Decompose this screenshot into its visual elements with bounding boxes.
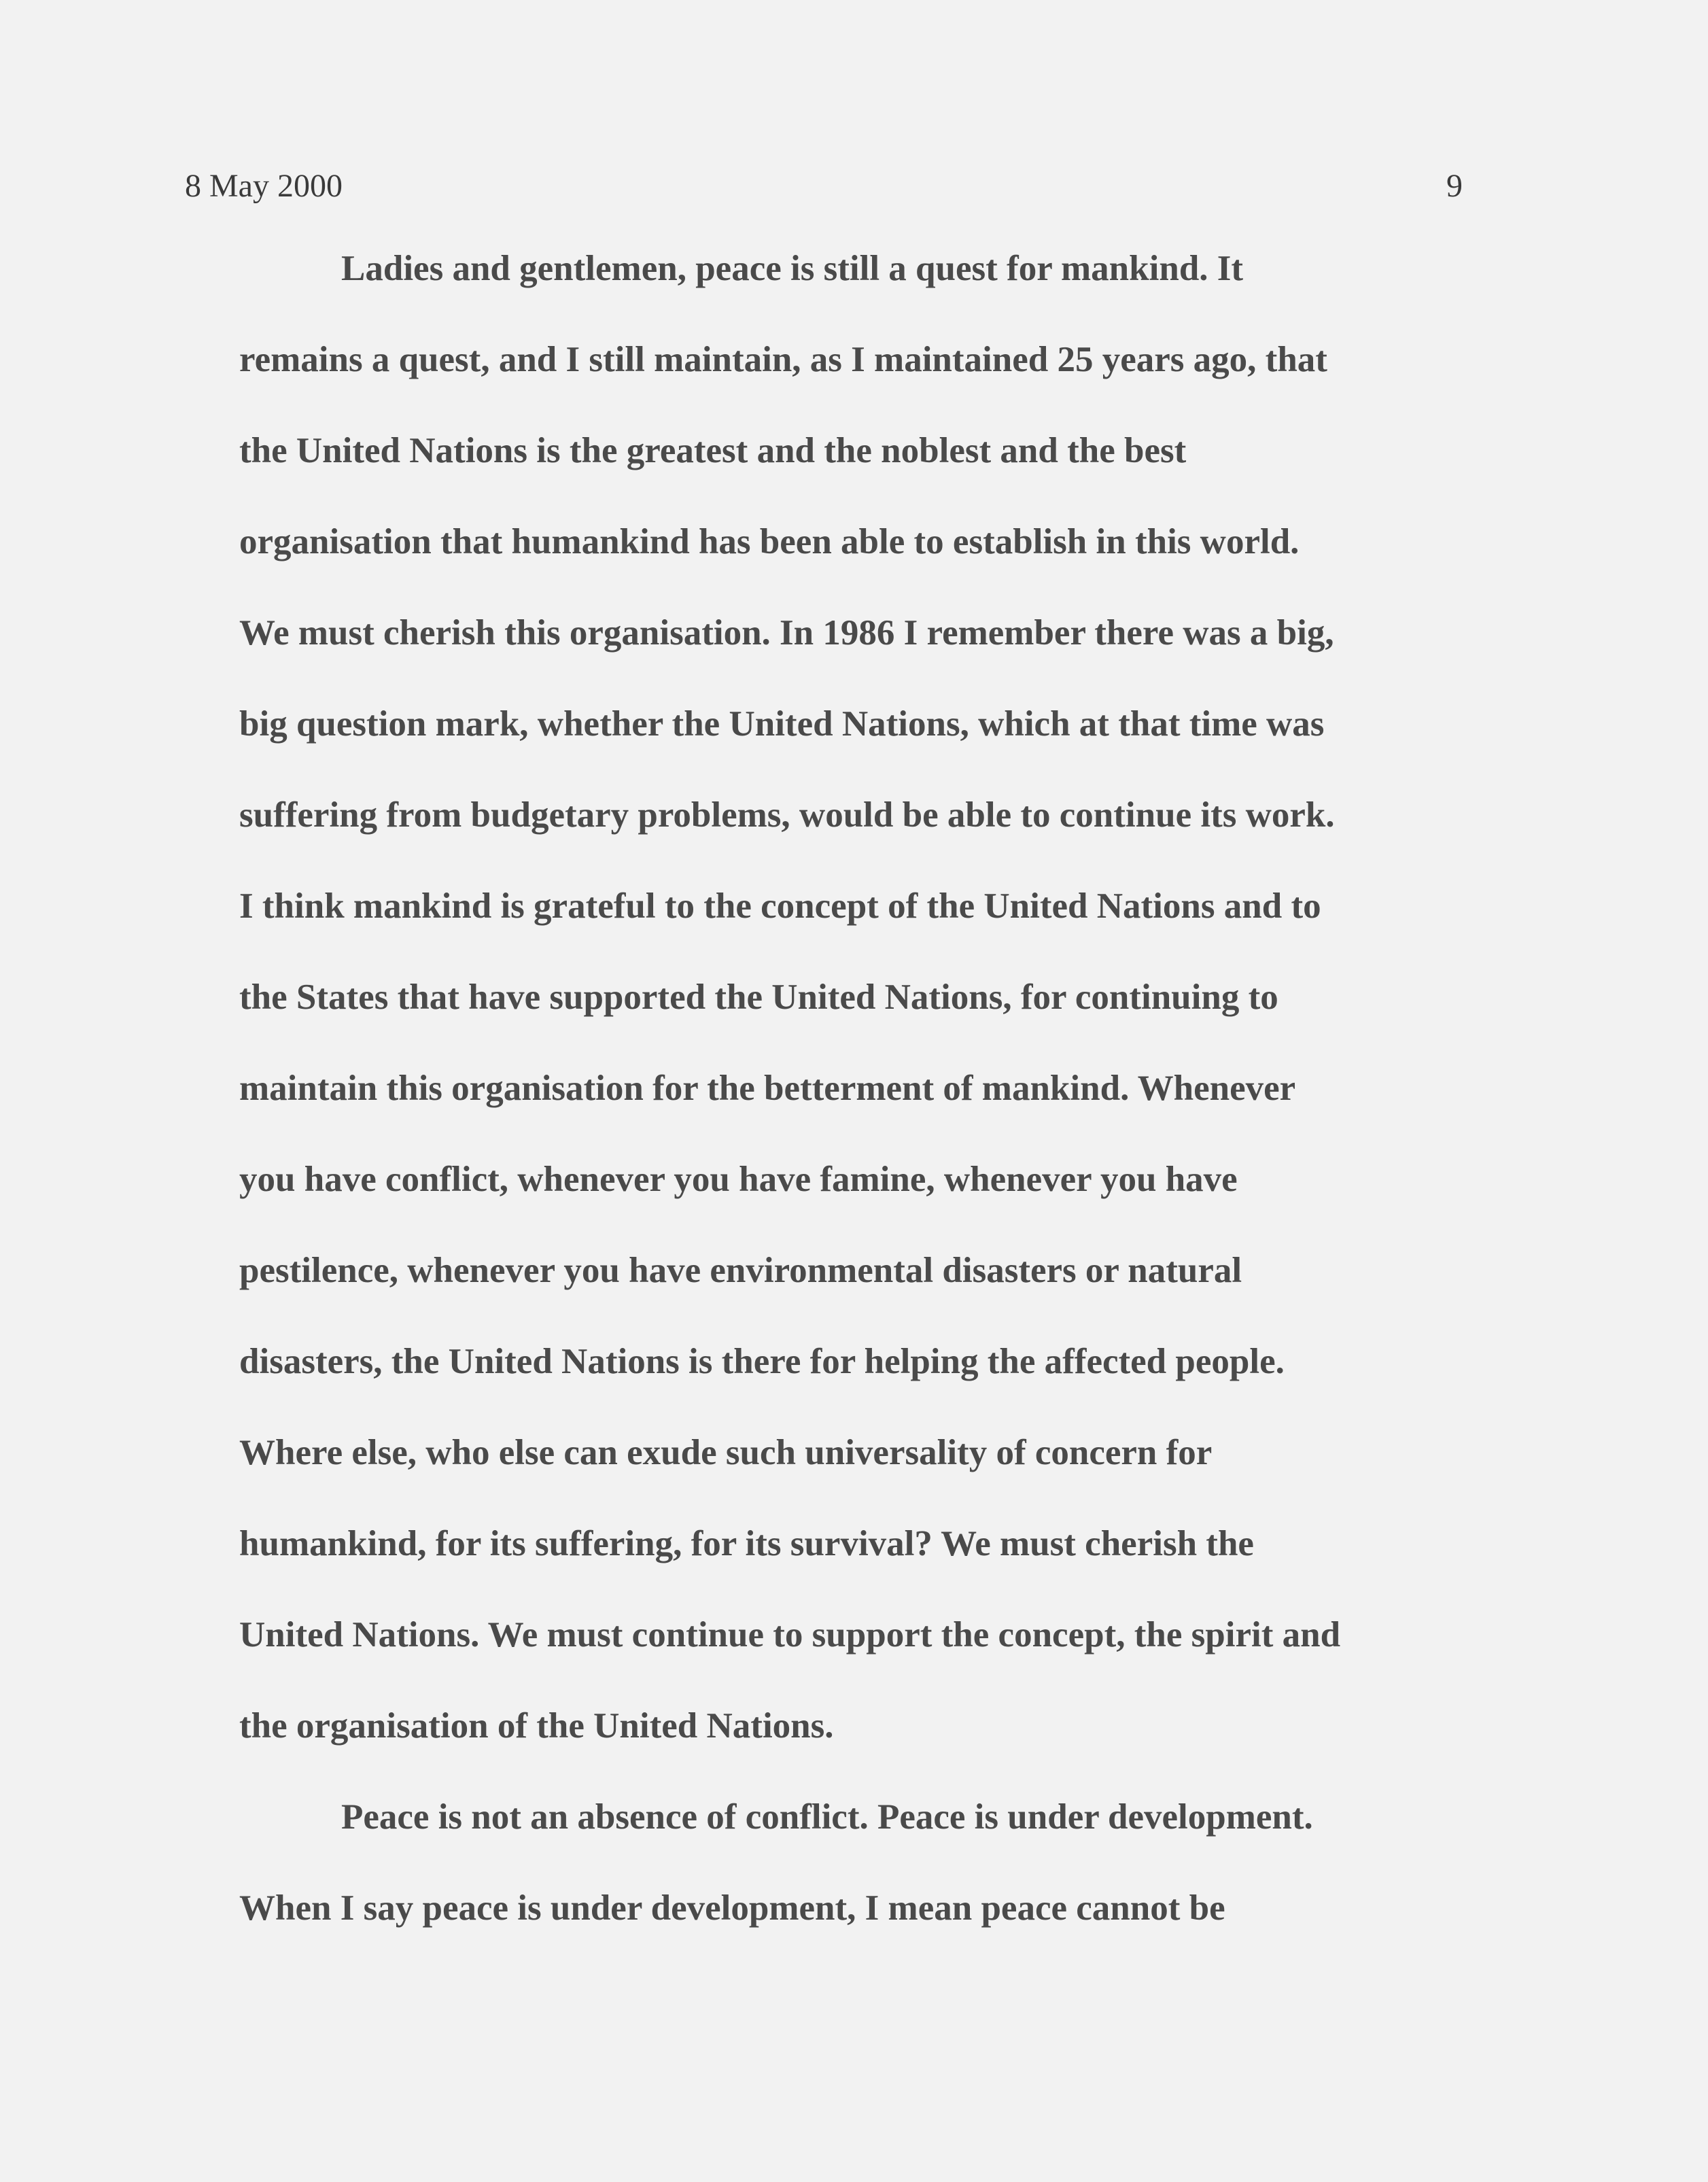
paragraph-1 [239,238,1463,1786]
body-text [239,238,1463,1969]
text-line: disasters, the United Nations is there for helping the affected people. [239,1342,1285,1381]
header-date: 8 May 2000 [185,168,343,204]
text-line: Ladies and gentlemen, peace is still a quest for mankind. It [341,249,1244,288]
text-line: remains a quest, and I still maintain, as I maintained 25 years ago, that [239,340,1327,379]
text-line: the United Nations is the greatest and the noblest and the best [239,431,1187,470]
text-line: big question mark, whether the United Nations, which at that time was [239,704,1325,744]
text-line: organisation that humankind has been able to establish in this world. [239,522,1300,561]
text-line: you have conflict, whenever you have famine, whenever you have [239,1160,1238,1199]
text-line: humankind, for its suffering, for its survival? We must cherish the [239,1524,1254,1563]
text-line: Peace is not an absence of conflict. Peace is under development. [341,1797,1313,1837]
page-header [185,167,1463,215]
text-line: We must cherish this organisation. In 1986 I remember there was a big, [239,613,1334,653]
paragraph-2 [239,1786,1463,1969]
text-line: maintain this organisation for the betterment of mankind. Whenever [239,1069,1296,1108]
text-line: Where else, who else can exude such universality of concern for [239,1433,1213,1472]
text-line: United Nations. We must continue to support the concept, the spirit and [239,1615,1341,1655]
text-line: suffering from budgetary problems, would be able to continue its work. [239,795,1335,835]
text-line: the organisation of the United Nations. [239,1706,834,1746]
text-line: the States that have supported the United Nations, for continuing to [239,977,1278,1017]
text-line: When I say peace is under development, I mean peace cannot be [239,1888,1225,1928]
page-number: 9 [1446,168,1463,204]
text-line: pestilence, whenever you have environmental disasters or natural [239,1251,1242,1290]
text-line: I think mankind is grateful to the concept of the United Nations and to [239,886,1321,926]
